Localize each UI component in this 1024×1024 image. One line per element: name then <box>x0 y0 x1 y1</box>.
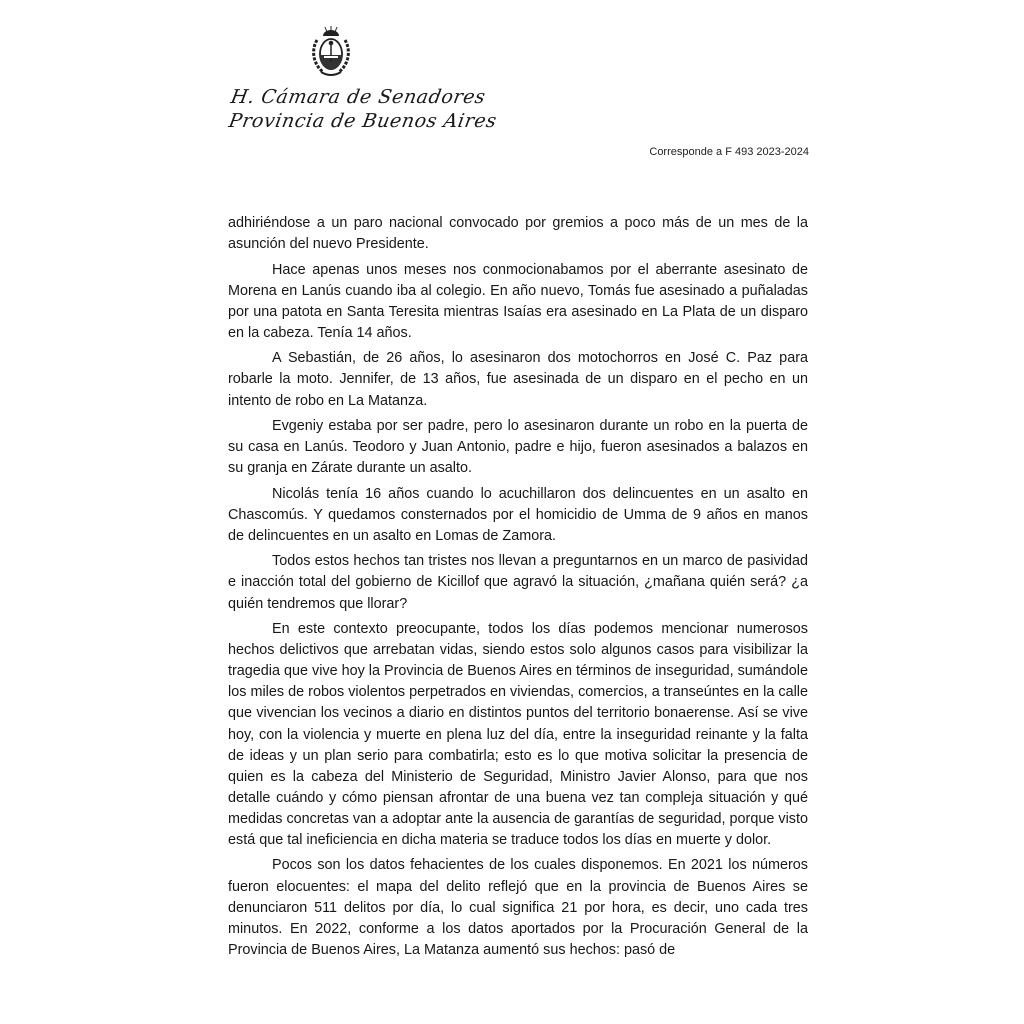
file-reference: Corresponde a F 493 2023-2024 <box>649 146 809 158</box>
paragraph: Nicolás tenía 16 años cuando lo acuchillaron dos delincuentes en un asalto en Chascomús. Y quedamos consternados por el homicidio de Umma de 9 años en manos de delincuentes en un asalto en Lomas de Zamora. <box>228 485 808 544</box>
paragraph: A Sebastián, de 26 años, lo asesinaron dos motochorros en José C. Paz para robarle la moto. Jennifer, de 13 años, fue asesinada de un disparo en el pecho en un intento de robo en La Matanza. <box>228 350 808 409</box>
paragraph: Pocos son los datos fehacientes de los cuales disponemos. En 2021 los números fueron elocuentes: el mapa del delito reflejó que en la provincia de Buenos Aires se denunciaron 511 delitos por día, lo cual significa 21 por hora, es decir, uno cada tres minutos. En 2022, conforme a los datos aportados por la Procuración General de la Provincia de Buenos Aires, La Matanza aumentó sus hechos: pasó de <box>228 857 808 958</box>
paragraph: adhiriéndose a un paro nacional convocado por gremios a poco más de un mes de la asunción del nuevo Presidente. <box>228 215 808 253</box>
document-body <box>228 213 808 965</box>
coat-of-arms-icon <box>309 24 353 80</box>
paragraph: Hace apenas unos meses nos conmocionabamos por el aberrante asesinato de Morena en Lanús cuando iba al colegio. En año nuevo, Tomás fue asesinado a puñaladas por una patota en Santa Teresita mientras Isaías era asesinado en La Plata de un disparo en la cabeza. Tenía 14 años. <box>228 261 808 341</box>
institution-name: H. Cámara de Senadores <box>229 86 488 108</box>
institution-province: Provincia de Buenos Aires <box>227 110 499 132</box>
paragraph: En este contexto preocupante, todos los días podemos mencionar numerosos hechos delictivos que arrebatan vidas, siendo estos solo algunos casos para visibilizar la tragedia que vive hoy la Provincia de Buenos Aires en términos de inseguridad, sumándole los miles de robos violentos perpetrados en viviendas, comercios, a transeúntes en la calle que vivencian los vecinos a diario en distintos puntos del territorio bonaerense. Así se vive hoy, con la violencia y muerte en plena luz del día, entre la inseguridad reinante y la falta de ideas y un plan serio para combatirla; esto es lo que motiva solicitar la presencia de quien es la cabeza del Ministerio de Seguridad, Ministro Javier Alonso, para que nos detalle cuándo y cómo piensan afrontar de una buena vez tan compleja situación y qué medidas concretas van a adoptar ante la ausencia de garantías de seguridad, porque visto está que tal ineficiencia en dicha materia se traduce todos los días en muerte y dolor. <box>228 621 808 848</box>
paragraph: Todos estos hechos tan tristes nos llevan a preguntarnos en un marco de pasividad e inacción total del gobierno de Kicillof que agravó la situación, ¿mañana quién será? ¿a quién tendremos que llorar? <box>228 553 808 612</box>
paragraph: Evgeniy estaba por ser padre, pero lo asesinaron durante un robo en la puerta de su casa en Lanús. Teodoro y Juan Antonio, padre e hijo, fueron asesinados a balazos en su granja en Zárate durante un asalto. <box>228 418 808 477</box>
